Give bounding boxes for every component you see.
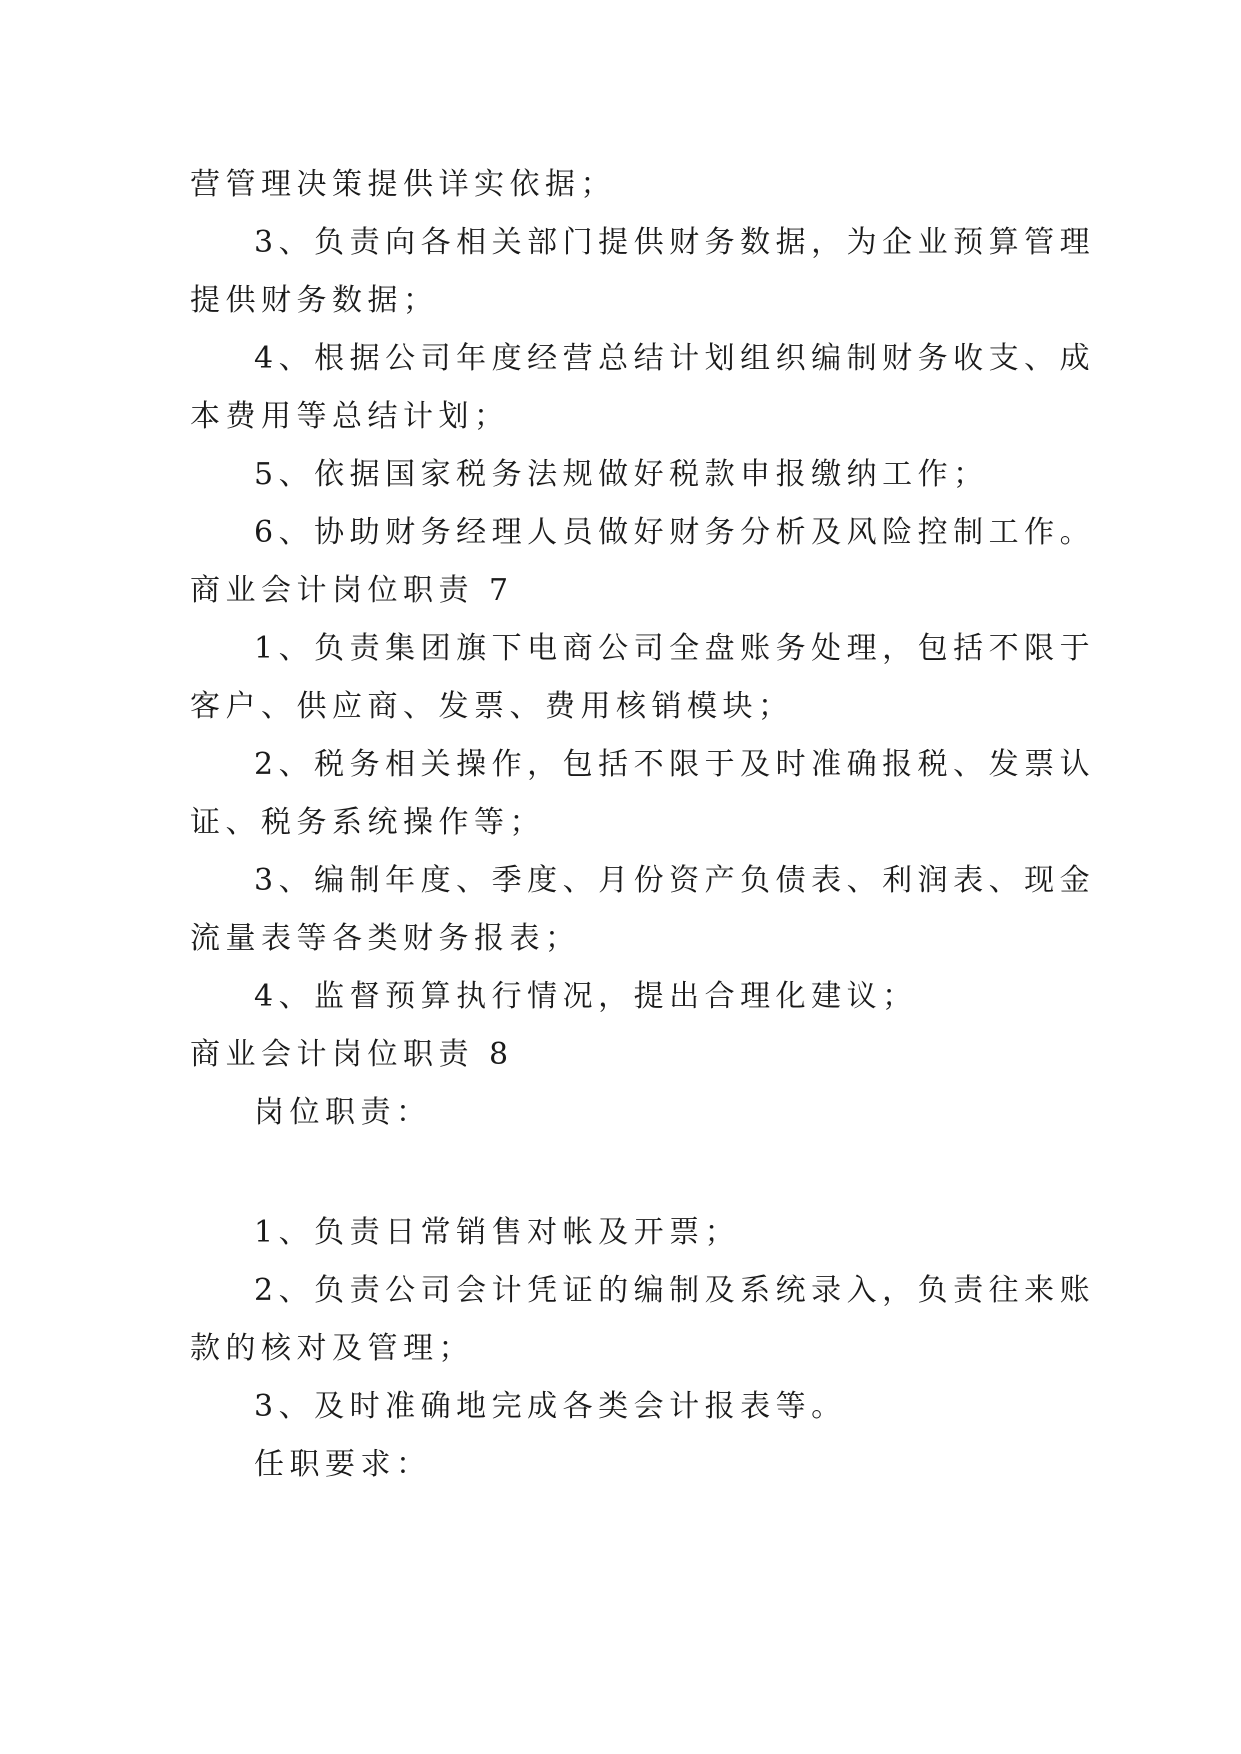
section-heading: 商业会计岗位职责 8 <box>190 1037 514 1072</box>
subheading: 岗位职责： <box>254 1095 432 1130</box>
paragraph-line: 1、负责日常销售对帐及开票； <box>254 1215 741 1250</box>
paragraph-line: 3、编制年度、季度、月份资产负债表、利润表、现金 <box>254 863 1096 898</box>
paragraph-line: 5、依据国家税务法规做好税款申报缴纳工作； <box>254 457 989 492</box>
paragraph-line: 本费用等总结计划； <box>190 399 510 434</box>
paragraph-line: 营管理决策提供详实依据； <box>190 167 616 202</box>
paragraph-line: 款的核对及管理； <box>190 1331 474 1366</box>
paragraph-line: 4、根据公司年度经营总结计划组织编制财务收支、成 <box>254 341 1096 376</box>
paragraph-line: 3、负责向各相关部门提供财务数据，为企业预算管理 <box>254 225 1096 260</box>
paragraph-line: 3、及时准确地完成各类会计报表等。 <box>254 1389 847 1424</box>
paragraph-line: 证、税务系统操作等； <box>190 805 545 840</box>
paragraph-line: 提供财务数据； <box>190 283 439 318</box>
subheading: 任职要求： <box>254 1447 432 1482</box>
paragraph-line: 流量表等各类财务报表； <box>190 921 581 956</box>
paragraph-line: 4、监督预算执行情况，提出合理化建议； <box>254 979 918 1014</box>
section-heading: 商业会计岗位职责 7 <box>190 573 514 608</box>
paragraph-line: 2、负责公司会计凭证的编制及系统录入，负责往来账 <box>254 1273 1096 1308</box>
paragraph-line: 2、税务相关操作，包括不限于及时准确报税、发票认 <box>254 747 1096 782</box>
paragraph-line: 6、协助财务经理人员做好财务分析及风险控制工作。 <box>254 515 1096 550</box>
paragraph-line: 客户、供应商、发票、费用核销模块； <box>190 689 794 724</box>
paragraph-line: 1、负责集团旗下电商公司全盘账务处理，包括不限于 <box>254 631 1096 666</box>
